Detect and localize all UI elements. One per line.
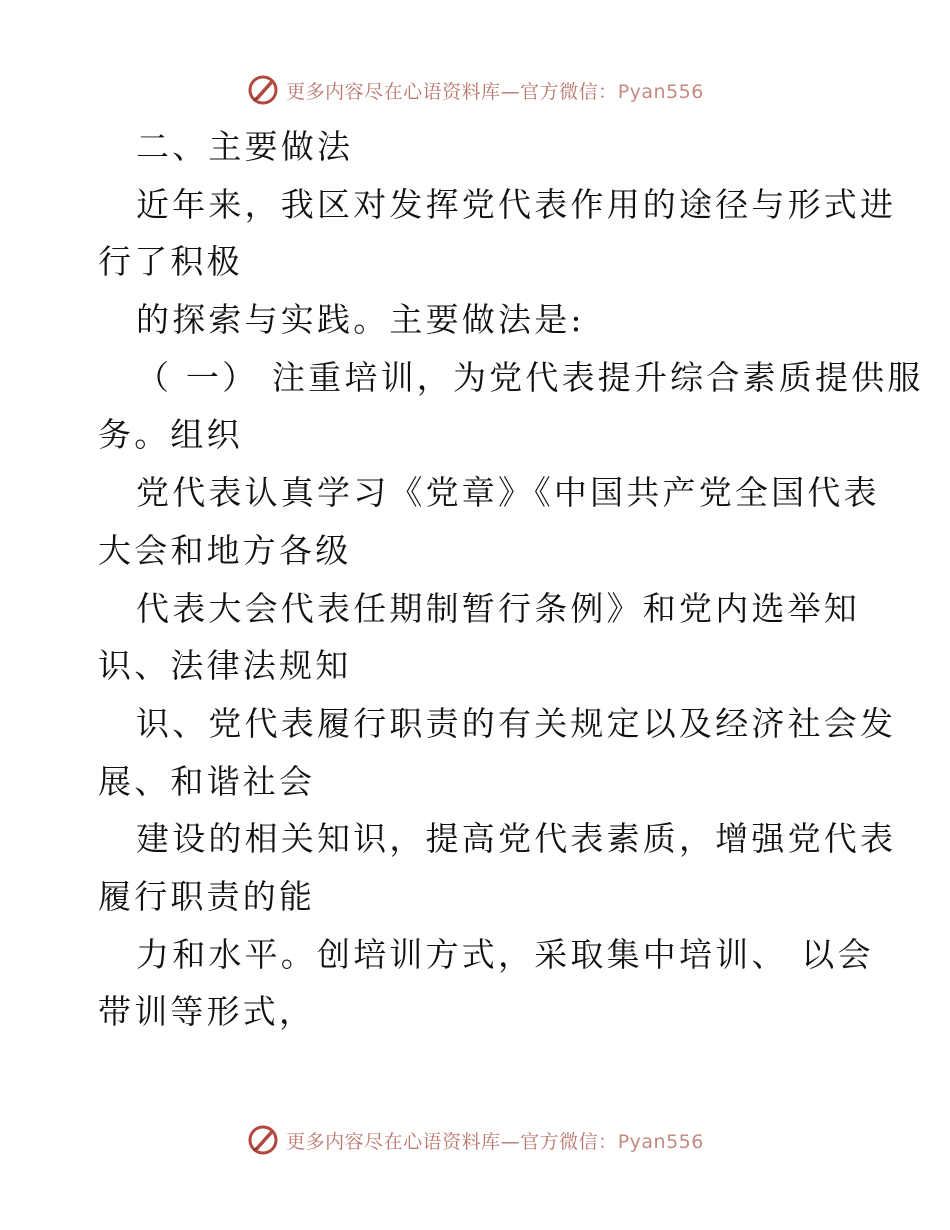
header-banner-inner xyxy=(246,73,704,107)
paragraph-line: 建设的相关知识，提高党代表素质，增强党代表 xyxy=(136,819,897,859)
paragraph-line: 行了积极 xyxy=(98,242,243,282)
header-banner-wechat-id: Pyan556 xyxy=(617,80,704,103)
header-banner xyxy=(0,70,950,110)
paragraph-line: 识、法律法规知 xyxy=(98,646,352,686)
footer-banner xyxy=(0,1120,950,1160)
footer-banner-title: 更多内容尽在心语资料库 xyxy=(286,1130,501,1153)
paragraph-line: 履行职责的能 xyxy=(98,876,316,916)
paragraph-line: 识、党代表履行职责的有关规定以及经济社会发 xyxy=(136,703,897,743)
document-body xyxy=(98,118,924,1041)
paragraph-line: 近年来，我区对发挥党代表作用的途径与形式进 xyxy=(136,184,897,224)
paragraph-line: 展、和谐社会 xyxy=(98,761,316,801)
footer-banner-text xyxy=(286,1127,704,1154)
section-heading: 二、主要做法 xyxy=(136,127,354,166)
quill-pen-circle-icon xyxy=(246,1123,280,1157)
paragraph-line: 力和水平。创培训方式，采取集中培训、 以会 xyxy=(136,934,874,974)
paragraph-line: 务。组织 xyxy=(98,415,243,455)
header-banner-suffix: 官方微信： xyxy=(520,80,618,103)
footer-banner-suffix: 官方微信： xyxy=(520,1130,618,1153)
header-banner-title: 更多内容尽在心语资料库 xyxy=(286,80,501,103)
paragraph-line: 大会和地方各级 xyxy=(98,530,352,570)
paragraph-line: 党代表认真学习《党章》《中国共产党全国代表 xyxy=(136,473,880,513)
paragraph-line: （ 一） 注重培训，为党代表提升综合素质提供服 xyxy=(136,357,924,397)
quill-pen-circle-icon xyxy=(246,73,280,107)
header-banner-separator: — xyxy=(500,80,521,103)
header-banner-text xyxy=(286,77,704,104)
paragraph-line: 的探索与实践。主要做法是: xyxy=(136,300,585,340)
paragraph-line: 代表大会代表任期制暂行条例》和党内选举知 xyxy=(136,588,860,628)
footer-banner-inner xyxy=(246,1123,704,1157)
footer-banner-separator: — xyxy=(500,1130,521,1153)
paragraph-line: 带训等形式， xyxy=(98,992,316,1032)
footer-banner-wechat-id: Pyan556 xyxy=(617,1130,704,1153)
